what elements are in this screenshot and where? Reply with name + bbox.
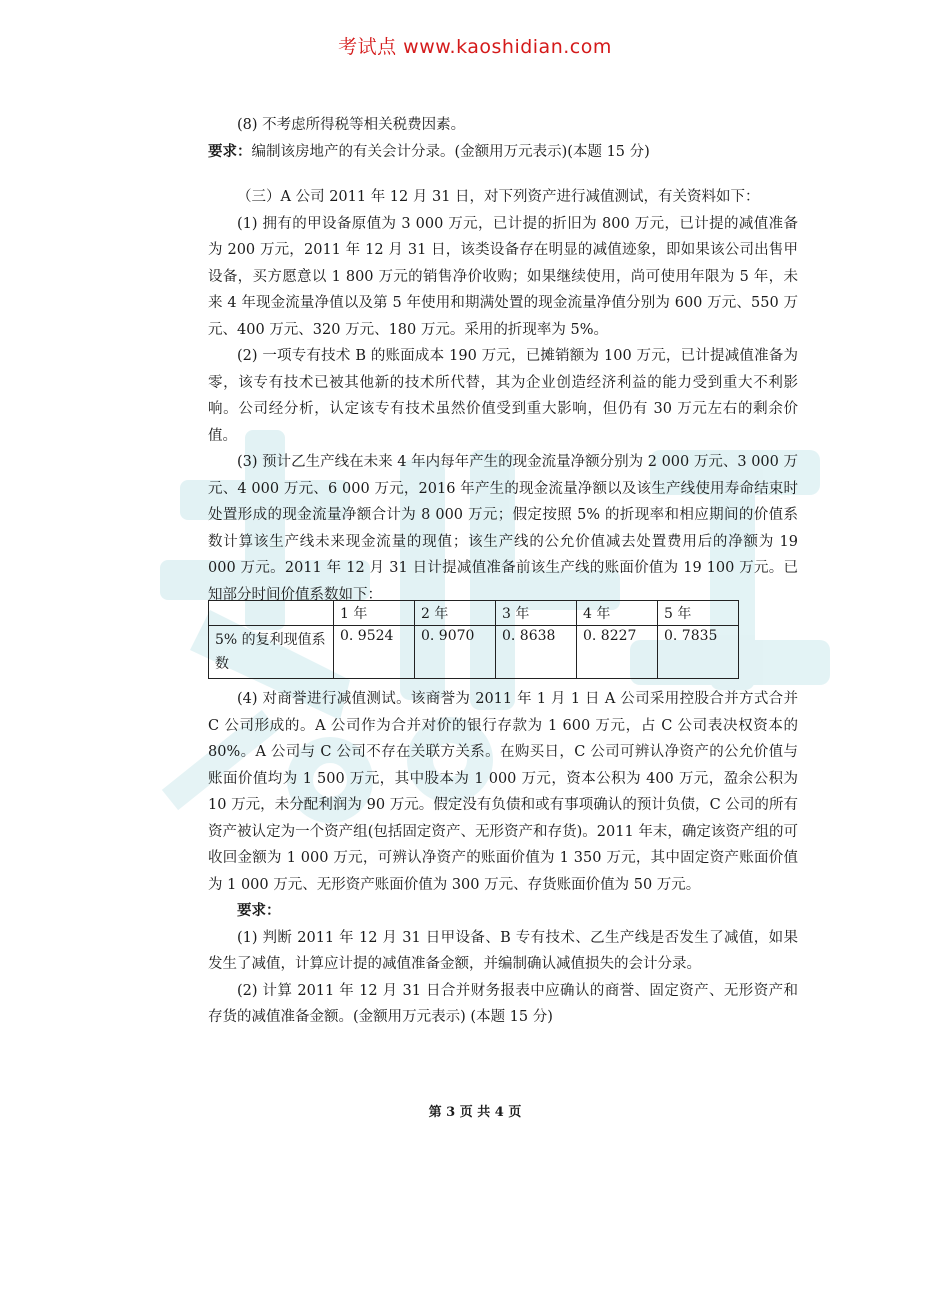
question-3 [208,184,798,608]
question-3-intro: （三）A 公司 2011 年 12 月 31 日，对下列资产进行减值测试，有关资料如下： [237,189,760,205]
top-section [208,112,798,165]
site-header: 考试点 www.kaoshidian.com [338,36,612,58]
page-number: 第 3 页 共 4 页 [428,1105,522,1120]
requirement-2: (2) 计算 2011 年 12 月 31 日合并财务报表中应确认的商誉、固定资产、无形资产和存货的减值准备金额。(金额用万元表示) (本题 15 分) [208,982,798,1025]
table-cell: 0. 8638 [496,626,577,679]
table-header: 2 年 [415,601,496,626]
requirement-1: (1) 判断 2011 年 12 月 31 日甲设备、B 专有技术、乙生产线是否发生了减值，如果发生了减值，计算应计提的减值准备金额，并编制确认减值损失的会计分录。 [208,929,798,972]
present-value-table [208,600,739,679]
table-cell: 0. 7835 [658,626,739,679]
table-header: 3 年 [496,601,577,626]
item-2: (2) 一项专有技术 B 的账面成本 190 万元，已摊销额为 100 万元，已计提减值准备为零，该专有技术已被其他新的技术所代替，其为企业创造经济利益的能力受到重大不利影响。公司经分析，认定该专有技术虽然价值受到重大影响，但仍有 30 万元左右的剩余价值。 [208,348,798,444]
table-row [209,626,739,679]
table-header: 1 年 [334,601,415,626]
requirement-label: 要求： [208,142,252,160]
item-1: (1) 拥有的甲设备原值为 3 000 万元，已计提的折旧为 800 万元，已计提的减值准备为 200 万元，2011 年 12 月 31 日，该类设备存在明显的减值迹象，即如果该公司出售甲设备，买方愿意以 1 800 万元的销售净价收购；如果继续使用，尚可使用年限为 5 年，未来 4 年现金流量净值以及第 5 年使用和期满处置的现金流量净值分别为 600 万元、550 万元、400 万元、320 万元、180 万元。采用的折现率为 5%。 [208,215,798,338]
table-cell: 0. 9524 [334,626,415,679]
condition-8: (8) 不考虑所得税等相关税费因素。 [237,117,466,133]
requirement-line [208,139,798,166]
table-corner [209,601,334,626]
item-3: (3) 预计乙生产线在未来 4 年内每年产生的现金流量净额分别为 2 000 万元、3 000 万元、4 000 万元、6 000 万元，2016 年产生的现金流量净额以及该生产线使用寿命结束时处置形成的现金流量净额合计为 8 000 万元；假定按照 5% 的折现率和相应期间的价值系数计算该生产线未来现金流量的现值；该生产线的公允价值减去处置费用后的净额为 19 000 万元。2011 年 12 月 31 日计提减值准备前该生产线的账面价值为 19 100 万元。已知部分时间价值系数如下： [208,454,798,603]
table-header-row [209,601,739,626]
table-cell: 0. 9070 [415,626,496,679]
item-4: (4) 对商誉进行减值测试。该商誉为 2011 年 1 月 1 日 A 公司采用控股合并方式合并 C 公司形成的。A 公司作为合并对价的银行存款为 1 600 万元，占 C 公司表决权资本的 80%。A 公司与 C 公司不存在关联方关系。在购买日，C 公司可辨认净资产的公允价值与账面价值均为 1 500 万元，其中股本为 1 000 万元，资本公积为 400 万元，盈余公积为 10 万元，未分配利润为 90 万元。假定没有负债和或有事项确认的预计负债，C 公司的所有资产被认定为一个资产组(包括固定资产、无形资产和存货)。2011 年末，确定该资产组的可收回金额为 1 000 万元，可辨认净资产的账面价值为 1 350 万元，其中固定资产账面价值为 1 000 万元、无形资产账面价值为 300 万元、存货账面价值为 50 万元。 [208,691,798,893]
table-header: 4 年 [577,601,658,626]
table-header: 5 年 [658,601,739,626]
requirement-text: 编制该房地产的有关会计分录。(金额用万元表示)(本题 15 分) [251,143,650,160]
item-4-section [208,686,798,1031]
row-label: 5% 的复利现值系数 [209,626,334,679]
requirements-label: 要求： [237,902,281,919]
table-cell: 0. 8227 [577,626,658,679]
